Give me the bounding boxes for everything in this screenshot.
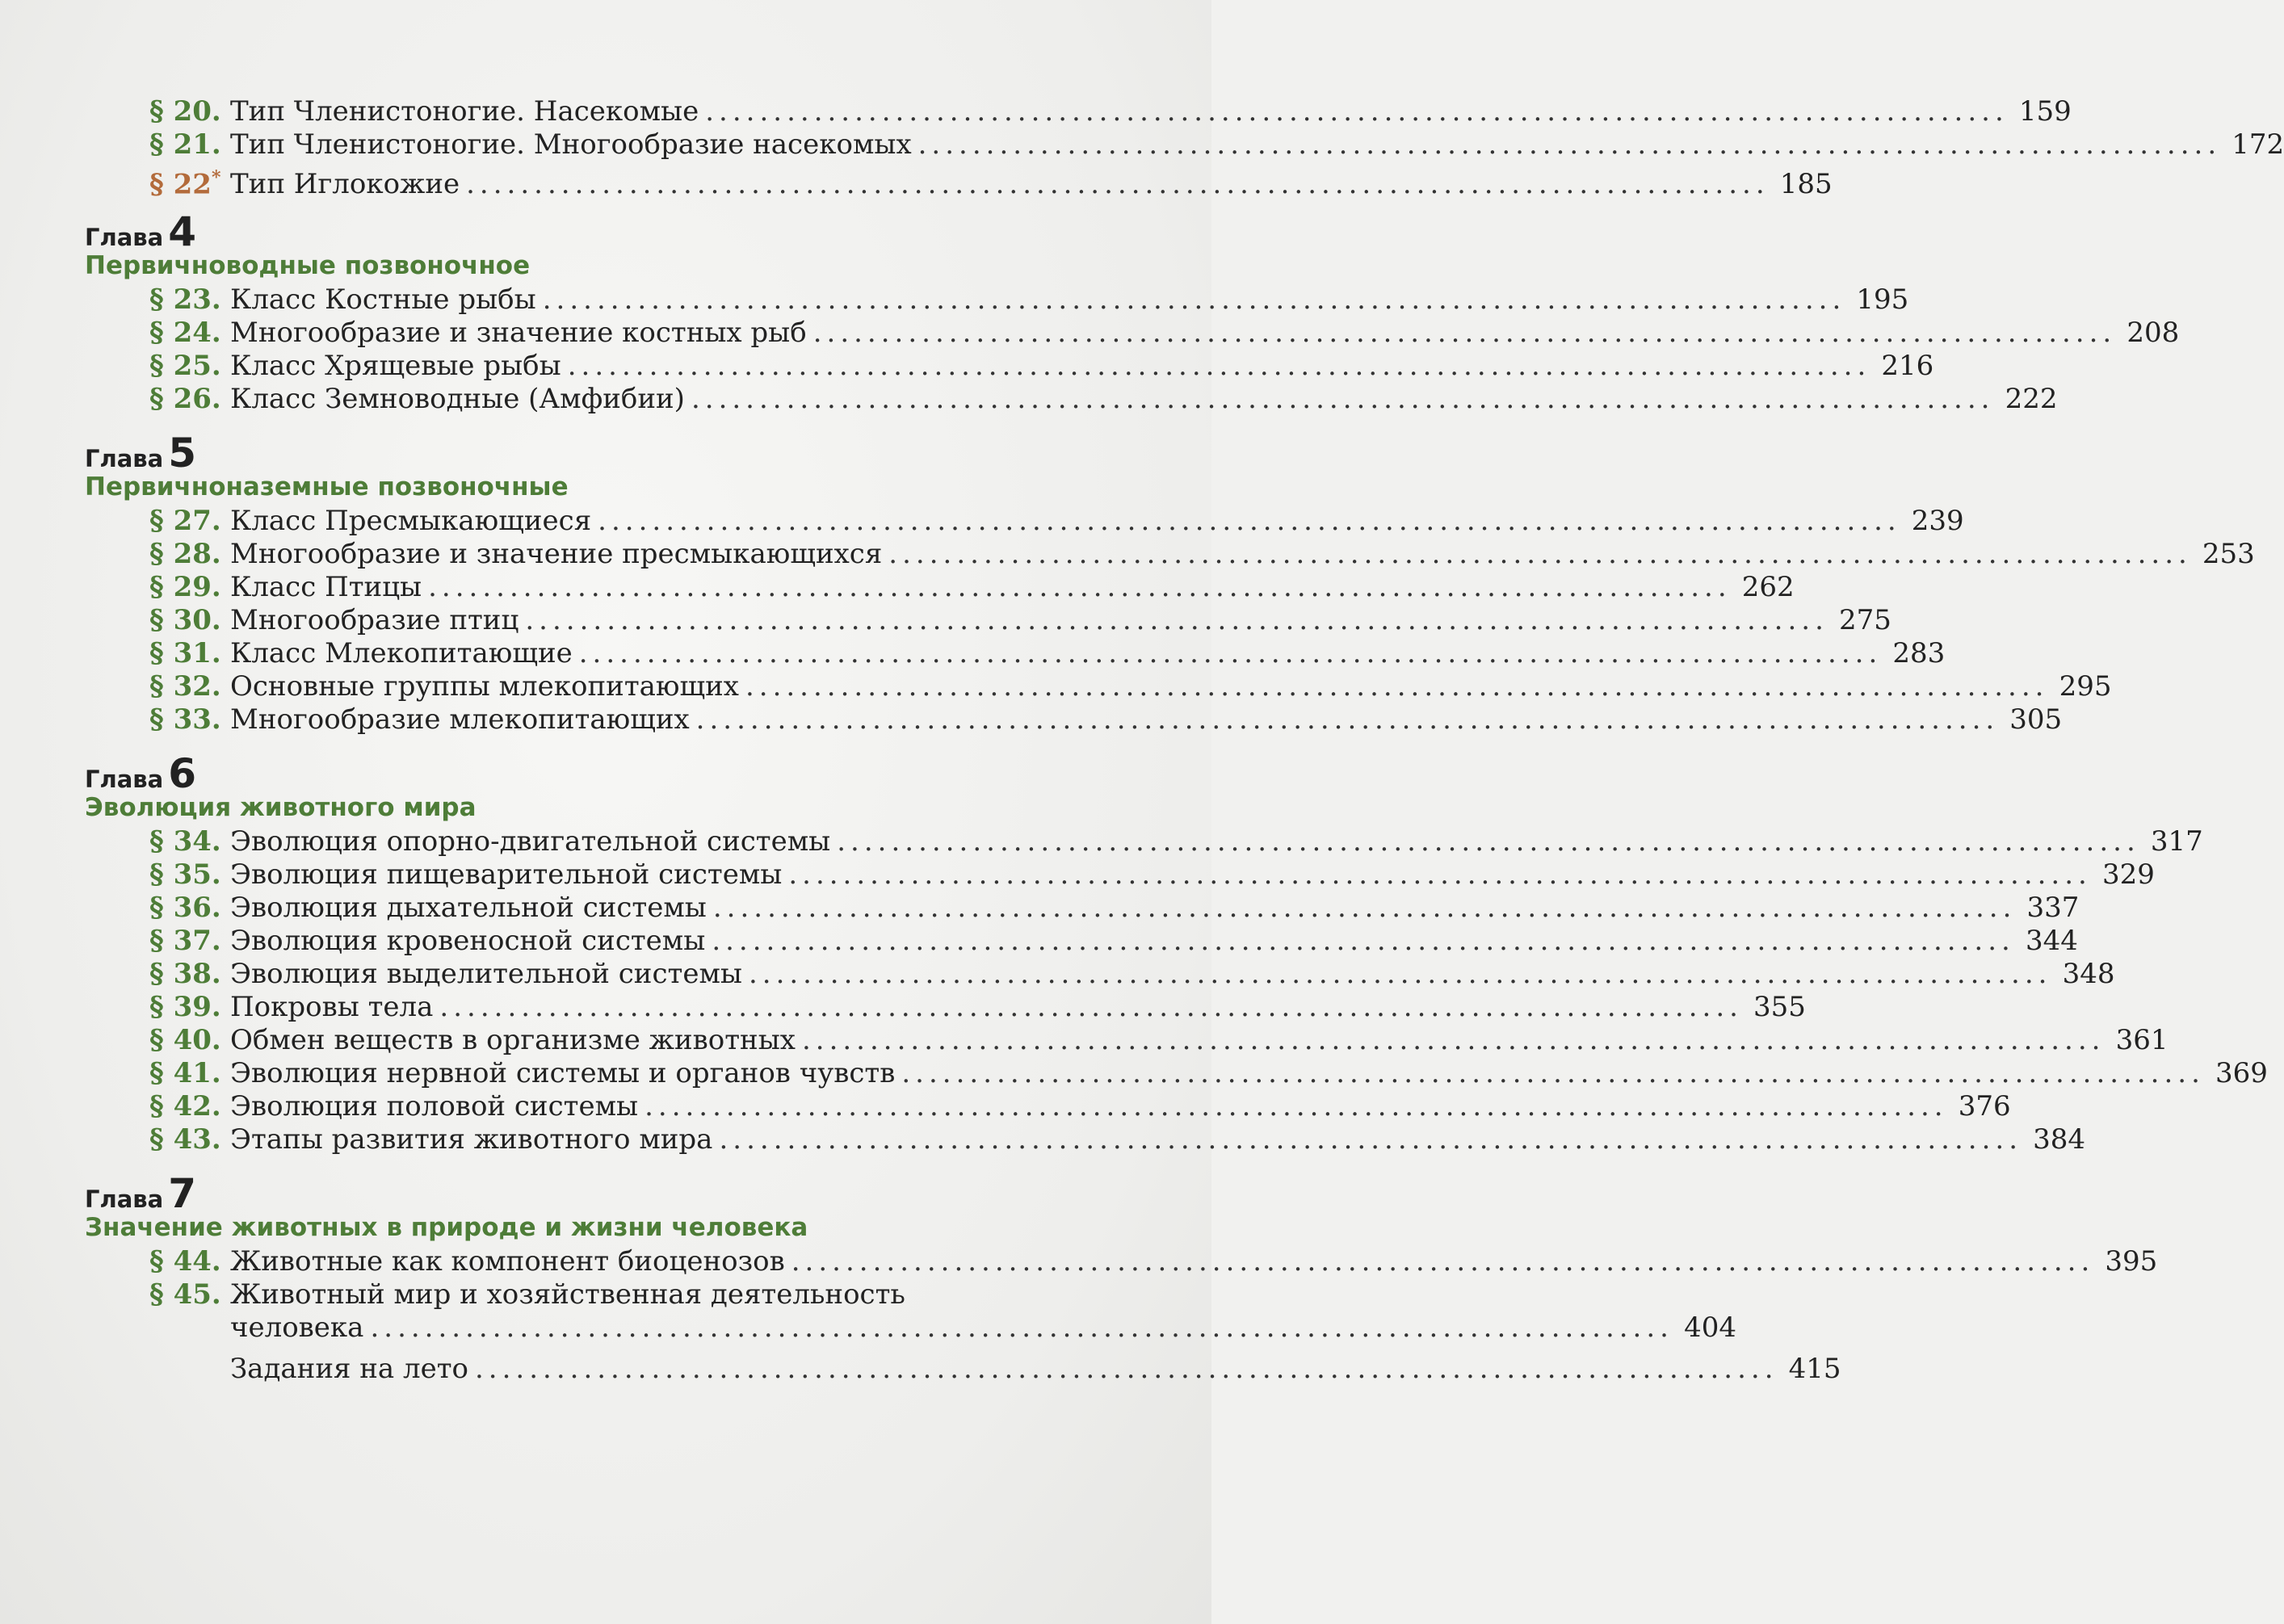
page-number: 239 (1911, 505, 1964, 537)
leader-dots: ................................................................................................ (791, 1245, 2095, 1278)
leader-dots: ................................................................................................ (567, 350, 1871, 382)
toc-entry[interactable] (85, 317, 2180, 350)
chapter-4 (85, 208, 1135, 282)
leader-dots: ................................................................................................ (466, 168, 1770, 201)
toc-entry[interactable] (85, 505, 1964, 538)
section-number: § 42. (149, 1090, 221, 1123)
page-number: 317 (2150, 825, 2203, 858)
section-title: Класс Птицы (230, 571, 422, 603)
section-title: Тип Членистоногие. Многообразие насекомых (230, 128, 912, 161)
section-title: Класс Костные рыбы (230, 283, 536, 316)
toc-entry[interactable] (85, 925, 2078, 958)
section-title: Класс Млекопитающие (230, 637, 573, 669)
toc-entry[interactable] (85, 1278, 1736, 1345)
section-title: Тип Иглокожие (230, 168, 460, 201)
leader-dots: ................................................................................................ (801, 1024, 2106, 1056)
toc-entry[interactable] (85, 670, 2112, 703)
page-number: 348 (2062, 958, 2115, 990)
optional-star-mark: * (211, 167, 221, 188)
chapter-number: 6 (168, 750, 197, 797)
chapter-number: 5 (168, 430, 197, 476)
leader-dots: ................................................................................................ (888, 538, 2192, 570)
page-number: 253 (2202, 538, 2255, 570)
section-number: § 39. (149, 991, 221, 1023)
page-number: 262 (1741, 571, 1795, 603)
leader-dots: ................................................................................................ (901, 1057, 2205, 1089)
section-number: § 20. (149, 95, 221, 128)
section-title-line2: человека (230, 1311, 364, 1344)
page-number: 384 (2033, 1123, 2085, 1156)
page-number: 355 (1753, 991, 1806, 1023)
page-number: 222 (2005, 383, 2058, 415)
page-number: 185 (1779, 168, 1833, 201)
section-number: § 45. (149, 1278, 221, 1311)
page-number: 283 (1892, 637, 1946, 669)
leader-dots: ................................................................................................ (712, 892, 2017, 924)
section-title: Покровы тела (230, 991, 434, 1023)
leader-dots: ................................................................................................ (691, 383, 1995, 415)
section-title: Эволюция опорно-двигательной системы (230, 825, 831, 858)
section-title-wrap (230, 1278, 1736, 1345)
section-number: § 23. (149, 283, 221, 316)
leader-dots: ................................................................................................ (578, 637, 1883, 669)
toc-entry[interactable] (85, 383, 2058, 416)
section-title: Многообразие и значение пресмыкающихся (230, 538, 883, 570)
page-number: 208 (2127, 317, 2180, 349)
section-title: Многообразие млекопитающих (230, 703, 690, 736)
leader-dots: ................................................................................................ (695, 703, 2000, 736)
section-number: § 27. (149, 505, 221, 537)
chapter-number: 4 (168, 208, 197, 255)
leader-dots: ................................................................................................ (370, 1311, 1673, 1344)
section-number: § 28. (149, 538, 221, 570)
chapter-word: Глава (85, 1185, 164, 1213)
leader-dots: ................................................................................................ (542, 283, 1846, 316)
chapter-title[interactable]: Эволюция животного мира (85, 793, 477, 822)
section-number: § 31. (149, 637, 221, 669)
toc-entry[interactable] (85, 1090, 2011, 1123)
page-number: 172 (2232, 128, 2284, 161)
chapter-title[interactable]: Значение животных в природе и жизни человека (85, 1213, 808, 1242)
leader-dots: ................................................................................................ (917, 128, 2222, 161)
section-number: § 30. (149, 604, 221, 636)
leader-dots: ................................................................................................ (474, 1353, 1778, 1385)
page-number: 305 (2009, 703, 2063, 736)
toc-entry[interactable] (85, 1057, 2268, 1090)
section-title-line1: Животный мир и хозяйственная деятельность (230, 1278, 905, 1311)
sections-top (85, 95, 2284, 201)
chapter-word: Глава (85, 445, 164, 472)
section-number: § 34. (149, 825, 221, 858)
section-title: Класс Пресмыкающиеся (230, 505, 592, 537)
section-title: Задания на лето (230, 1353, 468, 1385)
toc-entry[interactable] (85, 637, 1946, 670)
section-title: Многообразие и значение костных рыб (230, 317, 807, 349)
section-title: Класс Земноводные (Амфибии) (230, 383, 685, 415)
section-number: § 21. (149, 128, 221, 161)
section-number: § 37. (149, 925, 221, 957)
leader-dots: ................................................................................................ (705, 95, 2009, 128)
chapter-7 (85, 1170, 1135, 1244)
section-title-line2-row (230, 1311, 1736, 1345)
section-title: Этапы развития животного мира (230, 1123, 713, 1156)
toc-entry[interactable] (85, 991, 1806, 1024)
section-number (149, 162, 230, 201)
toc-entry[interactable] (85, 162, 1833, 201)
toc-entry[interactable] (85, 1245, 2158, 1278)
section-title: Класс Хрящевые рыбы (230, 350, 561, 382)
toc-entry[interactable] (85, 858, 2155, 892)
section-title: Эволюция половой системы (230, 1090, 639, 1123)
chapter-label (85, 750, 1135, 797)
section-number: § 40. (149, 1024, 221, 1056)
page-number: 404 (1684, 1311, 1736, 1344)
page-number: 376 (1958, 1090, 2011, 1123)
page-number: 361 (2115, 1024, 2169, 1056)
leader-dots: ................................................................................................ (439, 991, 1743, 1023)
page-number: 415 (1788, 1353, 1841, 1385)
toc-entry[interactable] (85, 703, 2063, 736)
section-title: Эволюция пищеварительной системы (230, 858, 783, 891)
toc-entry[interactable] (85, 958, 2115, 991)
toc-entry[interactable] (85, 892, 2080, 925)
toc-entry[interactable] (85, 128, 2284, 162)
section-title: Эволюция кровеносной системы (230, 925, 706, 957)
section-number: § 29. (149, 571, 221, 603)
toc-entry[interactable] (85, 95, 2072, 128)
section-number: § 35. (149, 858, 221, 891)
toc-entry[interactable] (85, 1024, 2169, 1057)
leader-dots: ................................................................................................ (598, 505, 1901, 537)
chapter-word: Глава (85, 766, 164, 793)
page-number: 195 (1856, 283, 1909, 316)
page-number: 295 (2059, 670, 2112, 703)
section-number: § 36. (149, 892, 221, 924)
section-title: Эволюция нервной системы и органов чувств (230, 1057, 896, 1089)
section-title: Основные группы млекопитающих (230, 670, 739, 703)
chapter-label (85, 208, 1135, 255)
leader-dots: ................................................................................................ (748, 958, 2052, 990)
leader-dots: ................................................................................................ (428, 571, 1732, 603)
section-title: Эволюция выделительной системы (230, 958, 742, 990)
section-title: Обмен веществ в организме животных (230, 1024, 796, 1056)
page-number: 159 (2018, 95, 2072, 128)
chapter-label (85, 430, 1135, 476)
chapter-5 (85, 430, 1135, 503)
page-number: 344 (2025, 925, 2078, 957)
section-title: Животные как компонент биоценозов (230, 1245, 785, 1278)
section-number: § 43. (149, 1123, 221, 1156)
page-number: 329 (2101, 858, 2155, 891)
chapter-word: Глава (85, 224, 164, 251)
page-number: 337 (2026, 892, 2080, 924)
page-number: 216 (1881, 350, 1934, 382)
section-number: § 44. (149, 1245, 221, 1278)
chapter-6 (85, 750, 1135, 824)
leader-dots: ................................................................................................ (837, 825, 2140, 858)
toc-entry[interactable] (85, 604, 1891, 637)
chapter-title[interactable]: Первичноназемные позвоночные (85, 472, 569, 501)
page-number: 369 (2215, 1057, 2268, 1089)
leader-dots: ................................................................................................ (812, 317, 2117, 349)
toc-entry[interactable] (85, 571, 1795, 604)
leader-dots: ................................................................................................ (644, 1090, 1948, 1123)
section-number-text: § 22 (149, 168, 212, 201)
chapter-number: 7 (168, 1170, 197, 1217)
page-number: 395 (2105, 1245, 2158, 1278)
section-title: Эволюция дыхательной системы (230, 892, 707, 924)
toc-entry[interactable] (85, 283, 1909, 317)
section-number: § 26. (149, 383, 221, 415)
leader-dots: ................................................................................................ (525, 604, 1828, 636)
toc-entry[interactable] (85, 538, 2255, 571)
toc-entry-summer-tasks[interactable] (85, 1353, 1841, 1386)
toc-entry[interactable] (85, 350, 1934, 383)
section-number: § 25. (149, 350, 221, 382)
section-number: § 24. (149, 317, 221, 349)
section-title: Тип Членистоногие. Насекомые (230, 95, 699, 128)
section-title: Многообразие птиц (230, 604, 519, 636)
leader-dots: ................................................................................................ (745, 670, 2049, 703)
leader-dots: ................................................................................................ (712, 925, 2015, 957)
chapter-label (85, 1170, 1135, 1217)
section-number: § 41. (149, 1057, 221, 1089)
chapter-title[interactable]: Первичноводные позвоночное (85, 251, 531, 280)
toc-entry[interactable] (85, 1123, 2085, 1156)
table-of-contents (85, 95, 2284, 1386)
page-number: 275 (1838, 604, 1891, 636)
section-number: § 33. (149, 703, 221, 736)
toc-entry[interactable] (85, 825, 2203, 858)
section-number: § 38. (149, 958, 221, 990)
section-number: § 32. (149, 670, 221, 703)
leader-dots: ................................................................................................ (719, 1123, 2022, 1156)
leader-dots: ................................................................................................ (788, 858, 2092, 891)
